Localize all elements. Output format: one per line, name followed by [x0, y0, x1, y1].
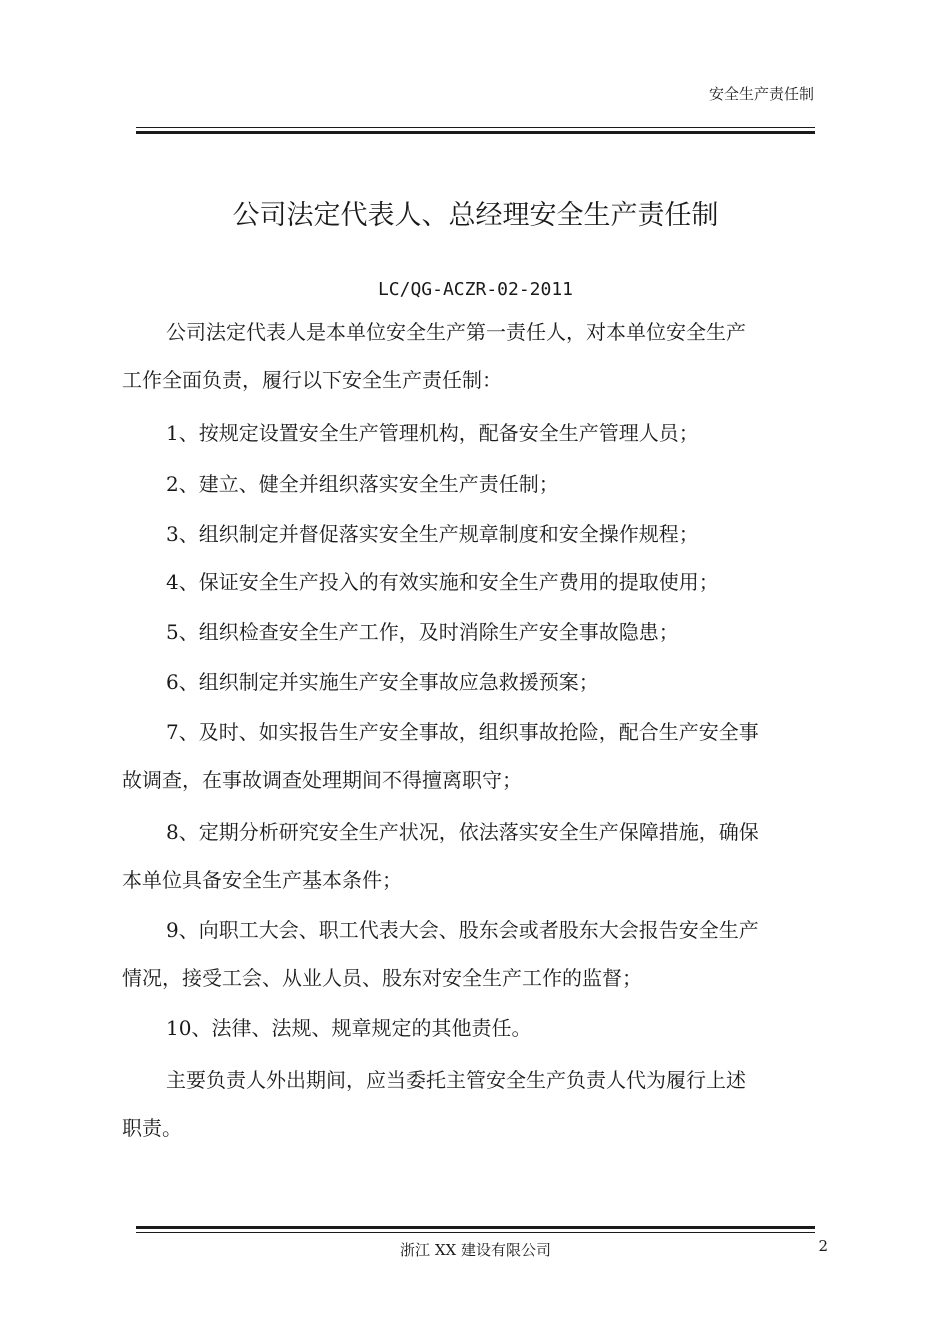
header-rule-thin — [136, 127, 815, 128]
header-rule-thick — [136, 131, 815, 134]
duty-item — [122, 808, 827, 904]
duty-item-10-text: 10、法律、法规、规章规定的其他责任。 — [166, 1016, 532, 1040]
duty-item-7-line-1: 7、及时、如实报告生产安全事故，组织事故抢险，配合生产安全事 — [166, 720, 759, 744]
document-code: LC/QG-ACZR-02-2011 — [377, 279, 574, 300]
page-number: 2 — [818, 1237, 828, 1255]
duty-item-8-line-2: 本单位具备安全生产基本条件； — [122, 868, 402, 892]
duty-item — [122, 906, 827, 1002]
document-title: 公司法定代表人、总经理安全生产责任制 — [232, 200, 719, 231]
duty-item-5-text: 5、组织检查安全生产工作，及时消除生产安全事故隐患； — [166, 620, 679, 644]
duty-item-8-line-1: 8、定期分析研究安全生产状况，依法落实安全生产保障措施，确保 — [166, 820, 759, 844]
duty-item — [122, 558, 827, 606]
duty-item-4-text: 4、保证安全生产投入的有效实施和安全生产费用的提取使用； — [166, 570, 719, 594]
duty-item — [122, 409, 827, 457]
duty-item — [122, 608, 827, 656]
footer-rule-thick — [136, 1226, 815, 1229]
duty-item-2-text: 2、建立、健全并组织落实安全生产责任制； — [166, 472, 559, 496]
closing-line-2: 职责。 — [122, 1116, 182, 1140]
intro-paragraph — [122, 308, 827, 404]
intro-line-1: 公司法定代表人是本单位安全生产第一责任人，对本单位安全生产 — [166, 320, 746, 344]
duty-item — [122, 1004, 827, 1052]
duty-item — [122, 460, 827, 508]
duty-item-7-line-2: 故调查，在事故调查处理期间不得擅离职守； — [122, 768, 522, 792]
closing-paragraph — [122, 1056, 827, 1152]
duty-item-1-text: 1、按规定设置安全生产管理机构，配备安全生产管理人员； — [166, 421, 699, 445]
duty-item-9-line-1: 9、向职工大会、职工代表大会、股东会或者股东大会报告安全生产 — [166, 918, 759, 942]
duty-item-3-text: 3、组织制定并督促落实安全生产规章制度和安全操作规程； — [166, 522, 699, 546]
closing-line-1: 主要负责人外出期间，应当委托主管安全生产负责人代为履行上述 — [166, 1068, 746, 1092]
footer-company-name: 浙江 XX 建设有限公司 — [400, 1241, 551, 1259]
duty-item — [122, 658, 827, 706]
intro-line-2: 工作全面负责，履行以下安全生产责任制： — [122, 368, 502, 392]
running-header-title: 安全生产责任制 — [708, 85, 814, 103]
duty-item-6-text: 6、组织制定并实施生产安全事故应急救援预案； — [166, 670, 599, 694]
footer-rule-thin — [136, 1232, 815, 1233]
duty-item — [122, 708, 827, 804]
duty-item-9-line-2: 情况，接受工会、从业人员、股东对安全生产工作的监督； — [122, 966, 642, 990]
duty-item — [122, 510, 827, 558]
